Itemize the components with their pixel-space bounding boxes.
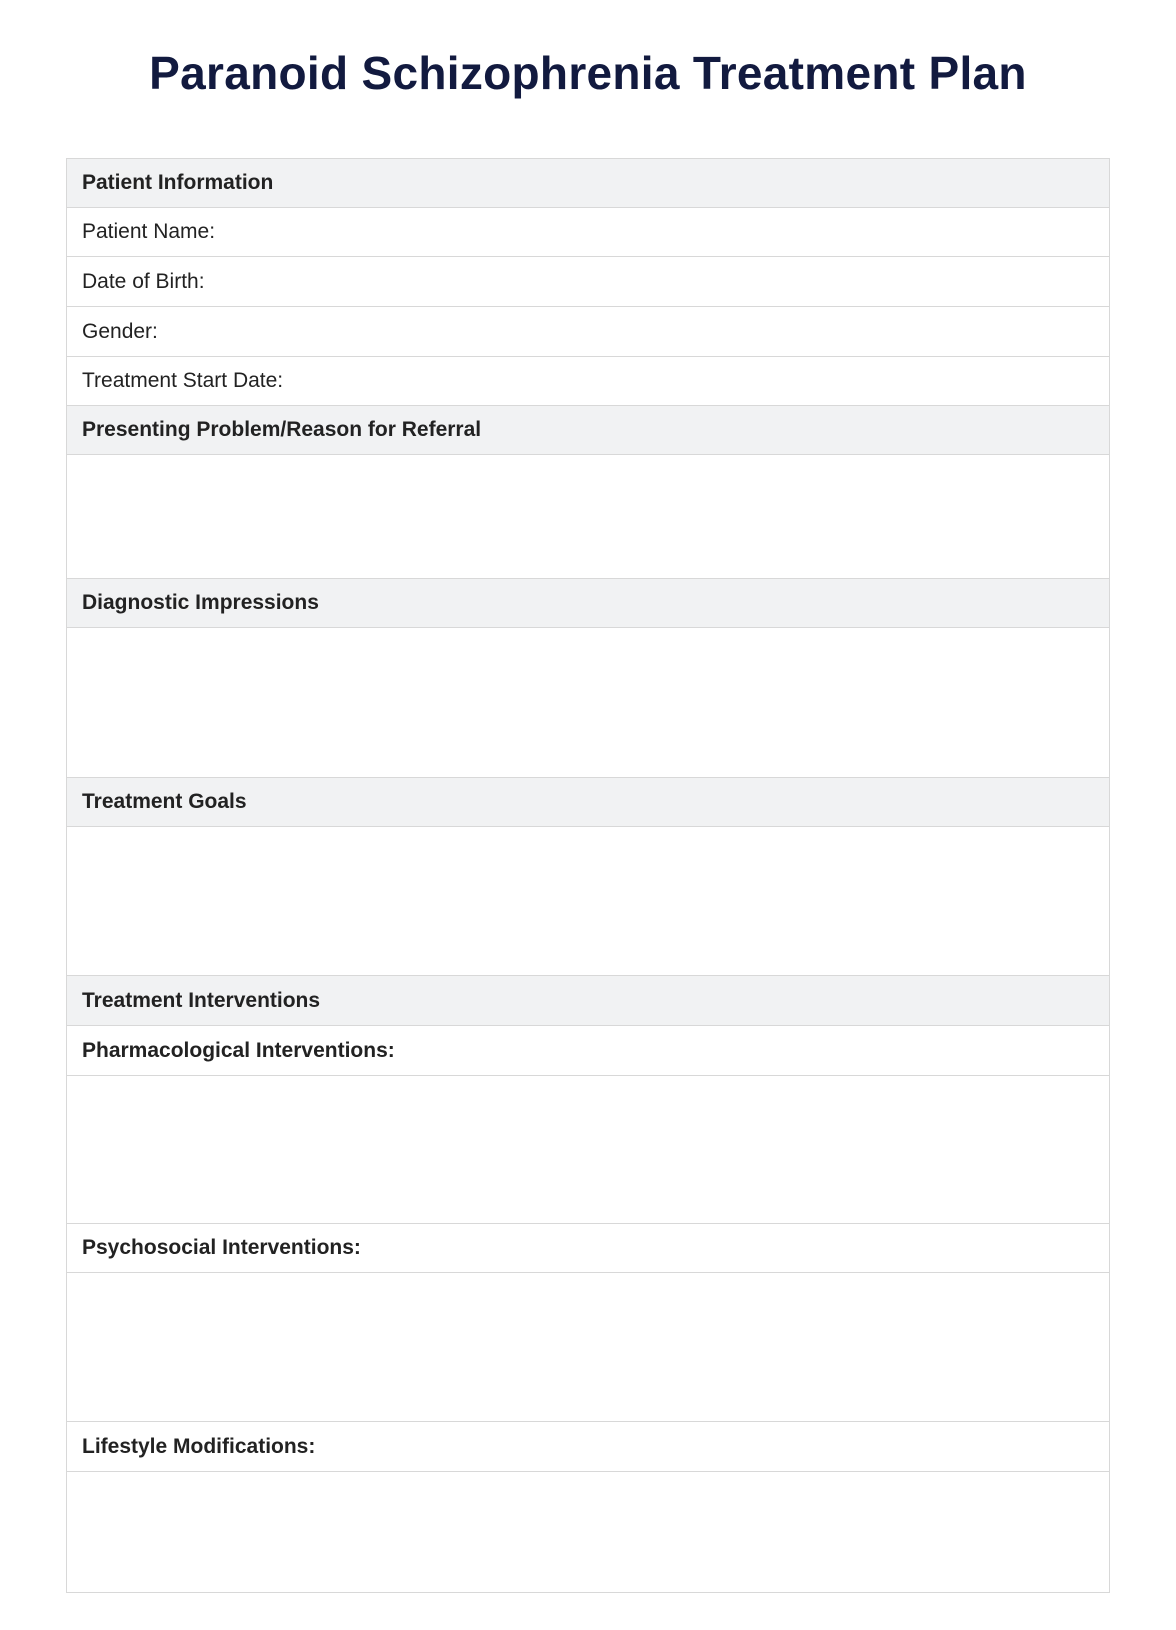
gender-field[interactable]: Gender:: [67, 307, 1109, 357]
treatment-plan-form: [66, 158, 1110, 1593]
page-title: Paranoid Schizophrenia Treatment Plan: [149, 47, 1027, 99]
diagnostic-impressions-header: Diagnostic Impressions: [67, 579, 1109, 628]
patient-name-field[interactable]: Patient Name:: [67, 208, 1109, 257]
treatment-start-date-field[interactable]: Treatment Start Date:: [67, 357, 1109, 406]
psychosocial-interventions-label: Psychosocial Interventions:: [67, 1224, 1109, 1273]
date-of-birth-field[interactable]: Date of Birth:: [67, 257, 1109, 307]
psychosocial-interventions-textarea[interactable]: [67, 1273, 1109, 1422]
treatment-goals-header: Treatment Goals: [67, 778, 1109, 827]
presenting-problem-textarea[interactable]: [67, 455, 1109, 579]
pharmacological-interventions-label: Pharmacological Interventions:: [67, 1026, 1109, 1076]
diagnostic-impressions-textarea[interactable]: [67, 628, 1109, 778]
treatment-goals-textarea[interactable]: [67, 827, 1109, 976]
treatment-interventions-header: Treatment Interventions: [67, 976, 1109, 1026]
pharmacological-interventions-textarea[interactable]: [67, 1076, 1109, 1224]
lifestyle-modifications-label: Lifestyle Modifications:: [67, 1422, 1109, 1472]
lifestyle-modifications-textarea[interactable]: [67, 1472, 1109, 1593]
presenting-problem-header: Presenting Problem/Reason for Referral: [67, 406, 1109, 455]
patient-information-header: Patient Information: [67, 159, 1109, 208]
